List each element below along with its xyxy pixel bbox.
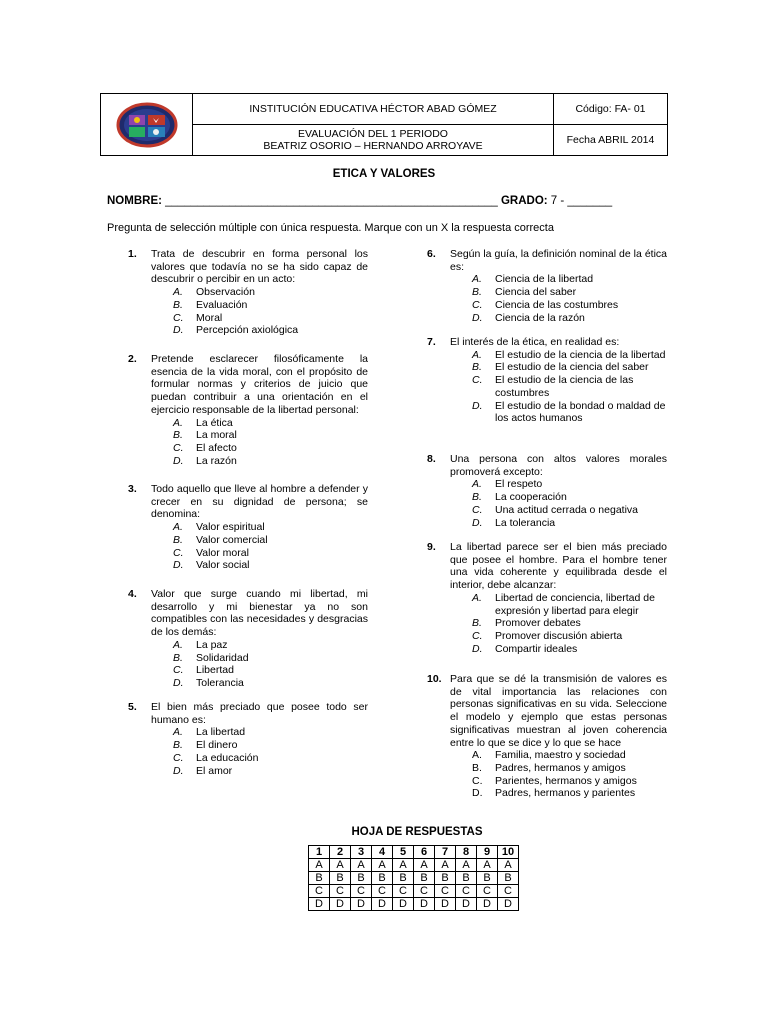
option-d[interactable] <box>173 324 368 337</box>
option-a[interactable] <box>173 521 368 534</box>
question-text: Trata de descubrir en forma personal los valores que todavía no se ha sido capaz de descubrir o percibir en un acto: <box>151 248 368 286</box>
option-letter: C. <box>472 503 483 516</box>
option-text: Observación <box>196 286 255 299</box>
option-text: Ciencia de las costumbres <box>495 298 619 311</box>
question-10 <box>427 673 667 800</box>
option-letter: B. <box>173 429 183 442</box>
question-9 <box>427 541 667 655</box>
option-letter: D. <box>472 787 483 800</box>
answer-cell[interactable]: B <box>351 872 372 885</box>
option-b[interactable] <box>472 361 667 374</box>
option-text: El estudio de la ciencia del saber <box>495 361 649 374</box>
option-letter: A. <box>472 478 482 491</box>
options-list <box>472 749 667 800</box>
document-date: Fecha ABRIL 2014 <box>566 134 655 146</box>
options-list <box>472 592 667 656</box>
options-list <box>173 639 368 690</box>
option-text: La paz <box>196 638 228 651</box>
answer-cell[interactable]: D <box>456 898 477 911</box>
option-text: Moral <box>196 311 223 324</box>
option-d[interactable] <box>472 312 667 325</box>
evaluation-period: EVALUACIÓN DEL 1 PERIODO <box>298 128 448 140</box>
page-title: ETICA Y VALORES <box>332 168 436 180</box>
option-text: Promover debates <box>495 617 581 630</box>
answer-cell[interactable]: A <box>477 859 498 872</box>
option-letter: C. <box>472 298 483 311</box>
instructions: Pregunta de selección múltiple con única respuesta. Marque con un X la respuesta correcta <box>107 222 554 234</box>
option-text: Valor social <box>196 559 250 572</box>
answer-cell[interactable]: A <box>414 859 435 872</box>
student-info-line <box>107 195 612 207</box>
answer-cell[interactable]: B <box>477 872 498 885</box>
option-text: La moral <box>196 429 237 442</box>
option-letter: B. <box>472 491 482 504</box>
answer-cell[interactable]: C <box>414 885 435 898</box>
option-text: La educación <box>196 751 259 764</box>
option-letter: D. <box>173 324 184 337</box>
answer-header-cell: 5 <box>393 846 414 859</box>
question-5 <box>128 701 368 777</box>
option-letter: A. <box>173 521 183 534</box>
question-text: La libertad parece ser el bien más preciado que posee el hombre. Para el hombre tener una vida coherente y equilibrada desde el interior, debe alcanzar: <box>450 541 667 592</box>
answer-header-cell: 3 <box>351 846 372 859</box>
option-text: Parientes, hermanos y amigos <box>495 774 637 787</box>
option-letter: D. <box>472 311 483 324</box>
answer-cell[interactable]: B <box>435 872 456 885</box>
option-text: La tolerancia <box>495 516 556 529</box>
option-letter: C. <box>173 441 184 454</box>
answer-cell[interactable]: C <box>435 885 456 898</box>
option-a[interactable] <box>173 286 368 299</box>
answer-cell[interactable]: D <box>477 898 498 911</box>
name-field[interactable]: ____________________________________________________ <box>165 195 498 207</box>
question-6 <box>427 248 667 324</box>
option-c[interactable] <box>173 312 368 325</box>
answer-cell[interactable]: C <box>351 885 372 898</box>
option-d[interactable] <box>472 517 667 530</box>
option-c[interactable] <box>173 664 368 677</box>
question-number: 1. <box>128 248 137 260</box>
option-d[interactable] <box>472 400 667 425</box>
option-letter: B. <box>472 761 482 774</box>
question-text: Según la guía, la definición nominal de la ética es: <box>450 248 667 273</box>
option-d[interactable] <box>173 765 368 778</box>
option-letter: B. <box>472 286 482 299</box>
answer-sheet-table <box>308 845 519 911</box>
option-a[interactable] <box>472 349 667 362</box>
option-letter: A. <box>472 749 482 762</box>
option-letter: A. <box>472 273 482 286</box>
option-a[interactable] <box>472 749 667 762</box>
option-text: El dinero <box>196 739 238 752</box>
question-number: 8. <box>427 453 436 465</box>
question-number: 9. <box>427 541 436 553</box>
option-b[interactable] <box>173 299 368 312</box>
answer-cell[interactable]: C <box>372 885 393 898</box>
answer-row-b <box>309 872 519 885</box>
answer-cell[interactable]: B <box>414 872 435 885</box>
option-c[interactable] <box>472 299 667 312</box>
answer-cell[interactable]: C <box>477 885 498 898</box>
logo-cell <box>101 94 193 155</box>
answer-cell[interactable]: A <box>330 859 351 872</box>
option-letter: B. <box>472 361 482 374</box>
answer-cell[interactable]: A <box>372 859 393 872</box>
question-text: Para que se dé la transmisión de valores es de vital importancia las relaciones con personas significativas en su vida. Seleccione el modelo y ejemplo que estas personas significativas muestran al joven coherencia entre lo que se dice y lo que se hace <box>450 673 667 749</box>
option-b[interactable] <box>173 429 368 442</box>
option-text: Valor moral <box>196 546 249 559</box>
question-text: Una persona con altos valores morales promoverá excepto: <box>450 453 667 478</box>
answer-cell[interactable]: B <box>498 872 519 885</box>
option-text: El estudio de la ciencia de la libertad <box>495 348 666 361</box>
answer-cell[interactable]: D <box>435 898 456 911</box>
answer-cell[interactable]: C <box>330 885 351 898</box>
option-c[interactable] <box>472 504 667 517</box>
option-b[interactable] <box>472 491 667 504</box>
option-c[interactable] <box>173 547 368 560</box>
option-text: Padres, hermanos y parientes <box>495 787 636 800</box>
answer-cell[interactable]: A <box>498 859 519 872</box>
option-letter: A. <box>173 726 183 739</box>
option-letter: B. <box>173 533 183 546</box>
options-list <box>472 349 667 425</box>
option-d[interactable] <box>472 787 667 800</box>
answer-header-row <box>309 846 519 859</box>
option-text: La libertad <box>196 726 246 739</box>
option-a[interactable] <box>173 417 368 430</box>
option-text: Valor comercial <box>196 533 268 546</box>
question-text: El interés de la ética, en realidad es: <box>450 336 620 348</box>
option-text: El afecto <box>196 441 237 454</box>
option-letter: B. <box>472 617 482 630</box>
option-c[interactable] <box>472 374 667 399</box>
option-text: Padres, hermanos y amigos <box>495 761 626 774</box>
option-a[interactable] <box>472 478 667 491</box>
question-3 <box>128 483 368 572</box>
option-letter: D. <box>472 516 483 529</box>
option-b[interactable] <box>472 762 667 775</box>
option-d[interactable] <box>472 643 667 656</box>
option-b[interactable] <box>173 739 368 752</box>
answer-cell[interactable]: D <box>414 898 435 911</box>
answer-row-c <box>309 885 519 898</box>
option-text: Ciencia del saber <box>495 286 577 299</box>
answer-cell[interactable]: A <box>435 859 456 872</box>
option-letter: C. <box>472 374 483 387</box>
answer-cell[interactable]: A <box>351 859 372 872</box>
question-number: 6. <box>427 248 436 260</box>
option-b[interactable] <box>472 286 667 299</box>
options-list <box>472 478 667 529</box>
option-d[interactable] <box>173 455 368 468</box>
answer-cell[interactable]: D <box>330 898 351 911</box>
option-text: Promover discusión abierta <box>495 629 623 642</box>
option-letter: D. <box>173 559 184 572</box>
options-list <box>173 417 368 468</box>
answer-cell[interactable]: A <box>309 859 330 872</box>
answer-header-cell: 10 <box>498 846 519 859</box>
document-code: Código: FA- 01 <box>554 94 667 125</box>
question-number: 5. <box>128 701 137 713</box>
answer-cell[interactable]: B <box>309 872 330 885</box>
option-text: El estudio de la ciencia de las costumbres <box>495 374 634 399</box>
question-text: Pretende esclarecer filosóficamente la esencia de la vida moral, con el propósito de formular normas y criterios de juicio que puedan contribuir a una orientación en el ejercicio responsable de la libertad personal: <box>151 353 368 416</box>
name-label: NOMBRE: <box>107 195 162 207</box>
option-text: Ciencia de la razón <box>495 311 585 324</box>
question-text: El bien más preciado que posee todo ser humano es: <box>151 701 368 726</box>
options-list <box>173 521 368 572</box>
option-b[interactable] <box>472 617 667 630</box>
header-right <box>554 94 667 155</box>
answer-header-cell: 6 <box>414 846 435 859</box>
teacher-names: BEATRIZ OSORIO – HERNANDO ARROYAVE <box>263 140 483 152</box>
question-number: 2. <box>128 353 137 365</box>
document-header <box>100 93 668 156</box>
option-letter: C. <box>173 751 184 764</box>
question-number: 3. <box>128 483 137 495</box>
option-b[interactable] <box>173 652 368 665</box>
answer-cell[interactable]: C <box>309 885 330 898</box>
option-letter: B. <box>173 739 183 752</box>
answer-cell[interactable]: D <box>309 898 330 911</box>
option-letter: B. <box>173 651 183 664</box>
option-letter: C. <box>173 546 184 559</box>
option-text: Familia, maestro y sociedad <box>495 749 626 762</box>
answer-header-cell: 7 <box>435 846 456 859</box>
option-text: Percepción axiológica <box>196 324 299 337</box>
question-number: 10. <box>427 673 442 685</box>
option-letter: B. <box>173 298 183 311</box>
option-letter: C. <box>173 311 184 324</box>
options-list <box>173 726 368 777</box>
question-number: 4. <box>128 588 137 600</box>
answer-cell[interactable]: B <box>456 872 477 885</box>
option-text: Libertad de conciencia, libertad de expresión y libertad para elegir <box>495 591 655 617</box>
answer-cell[interactable]: B <box>372 872 393 885</box>
question-text: Valor que surge cuando mi libertad, mi desarrollo y mi bienestar ya no son compatibles con las necesidades y desgracias de los demás: <box>151 588 368 639</box>
option-letter: D. <box>173 676 184 689</box>
option-letter: A. <box>472 591 482 604</box>
option-text: La razón <box>196 454 237 467</box>
answer-sheet-title: HOJA DE RESPUESTAS <box>351 826 483 838</box>
option-text: Solidaridad <box>196 651 249 664</box>
answer-header-cell: 4 <box>372 846 393 859</box>
option-a[interactable] <box>173 726 368 739</box>
answer-cell[interactable]: D <box>372 898 393 911</box>
option-letter: C. <box>173 664 184 677</box>
header-middle <box>193 94 554 155</box>
option-text: El respeto <box>495 478 543 491</box>
options-list <box>173 286 368 337</box>
option-letter: A. <box>173 416 183 429</box>
answer-cell[interactable]: D <box>393 898 414 911</box>
option-c[interactable] <box>472 775 667 788</box>
option-letter: A. <box>173 638 183 651</box>
answer-cell[interactable]: A <box>456 859 477 872</box>
option-text: El estudio de la bondad o maldad de los actos humanos <box>495 399 666 425</box>
question-text: Todo aquello que lleve al hombre a defender y crecer en su dignidad de persona; se denomina: <box>151 483 368 521</box>
option-a[interactable] <box>472 273 667 286</box>
option-letter: D. <box>173 764 184 777</box>
option-text: Valor espiritual <box>196 521 265 534</box>
option-c[interactable] <box>173 752 368 765</box>
answer-cell[interactable]: C <box>456 885 477 898</box>
option-letter: D. <box>472 399 483 412</box>
answer-header-cell: 2 <box>330 846 351 859</box>
option-c[interactable] <box>472 630 667 643</box>
answer-header-cell: 9 <box>477 846 498 859</box>
question-number: 7. <box>427 336 436 348</box>
answer-header-cell: 8 <box>456 846 477 859</box>
question-7 <box>427 336 667 425</box>
answer-cell[interactable]: D <box>351 898 372 911</box>
option-text: Ciencia de la libertad <box>495 273 594 286</box>
grade-field[interactable]: 7 - _______ <box>550 195 613 207</box>
option-letter: A. <box>173 286 183 299</box>
evaluation-info <box>193 125 553 155</box>
option-text: El amor <box>196 764 233 777</box>
answer-row-a <box>309 859 519 872</box>
answer-header-cell: 1 <box>309 846 330 859</box>
option-b[interactable] <box>173 534 368 547</box>
question-8 <box>427 453 667 529</box>
answer-row-d <box>309 898 519 911</box>
option-a[interactable] <box>472 592 667 617</box>
question-1 <box>128 248 368 337</box>
option-d[interactable] <box>173 677 368 690</box>
option-letter: A. <box>472 348 482 361</box>
institution-name: INSTITUCIÓN EDUCATIVA HÉCTOR ABAD GÓMEZ <box>193 94 553 125</box>
options-list <box>472 273 667 324</box>
option-text: Compartir ideales <box>495 642 578 655</box>
question-2 <box>128 353 368 467</box>
option-letter: D. <box>173 454 184 467</box>
option-text: Tolerancia <box>196 676 244 689</box>
option-text: Una actitud cerrada o negativa <box>495 503 639 516</box>
option-text: La cooperación <box>495 491 567 504</box>
option-letter: C. <box>472 629 483 642</box>
option-text: Evaluación <box>196 298 248 311</box>
answer-cell[interactable]: D <box>498 898 519 911</box>
option-text: La ética <box>196 416 233 429</box>
option-d[interactable] <box>173 559 368 572</box>
option-a[interactable] <box>173 639 368 652</box>
answer-cell[interactable]: C <box>393 885 414 898</box>
grade-label: GRADO: <box>500 195 548 207</box>
option-text: Libertad <box>196 664 234 677</box>
answer-cell[interactable]: A <box>393 859 414 872</box>
answer-cell[interactable]: B <box>330 872 351 885</box>
answer-cell[interactable]: C <box>498 885 519 898</box>
option-c[interactable] <box>173 442 368 455</box>
option-letter: C. <box>472 774 483 787</box>
answer-cell[interactable]: B <box>393 872 414 885</box>
school-crest-icon <box>115 101 179 149</box>
option-letter: D. <box>472 642 483 655</box>
question-4 <box>128 588 368 690</box>
